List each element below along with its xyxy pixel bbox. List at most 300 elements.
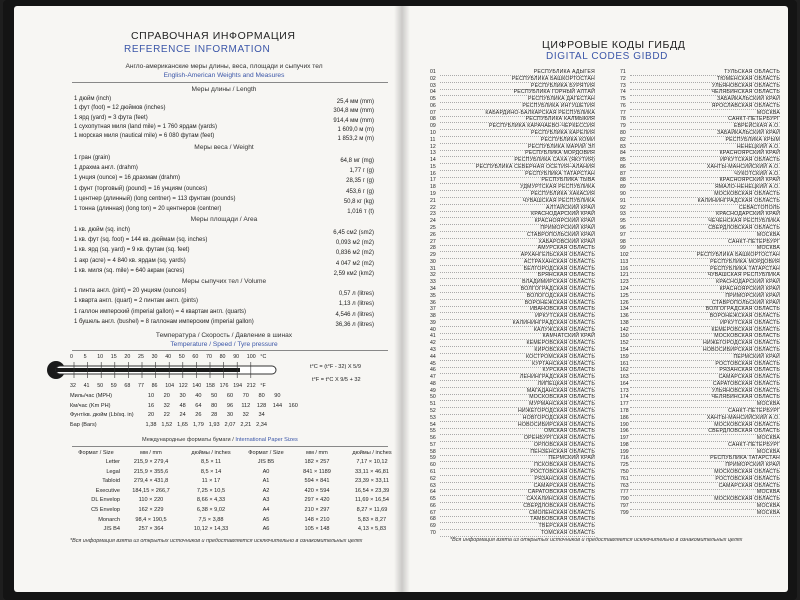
- speed-row-value: 1,93: [208, 421, 220, 428]
- measure-value: 4 047 м2 (m2): [335, 260, 374, 267]
- paper-cell: A5: [262, 516, 270, 523]
- celsius-tick: 5: [83, 354, 87, 360]
- region-code: 123: [620, 279, 629, 286]
- paper-header: дюймы / inches: [191, 450, 231, 456]
- codes-subtitle: DIGITAL CODES GIBDD: [546, 51, 668, 62]
- speed-row-value: 10: [147, 393, 155, 399]
- paper-cell: 297 × 420: [304, 497, 330, 504]
- volume-title: Меры сыпучих тел / Volume: [181, 278, 267, 285]
- region-code: 58: [430, 448, 436, 455]
- region-code: 82: [620, 136, 626, 143]
- region-code: 51: [430, 401, 436, 408]
- region-name: АМУРСКАЯ ОБЛАСТЬ: [537, 245, 595, 252]
- region-code: 72: [620, 75, 626, 82]
- region-code: 63: [430, 482, 436, 489]
- region-name: АСТРАХАНСКАЯ ОБЛАСТЬ: [523, 258, 595, 265]
- speed-row-value: 70: [242, 393, 249, 399]
- region-code: 21: [430, 197, 436, 204]
- region-name: РЕСПУБЛИКА МОРДОВИЯ: [525, 150, 595, 157]
- region-name: МОСКВА: [756, 245, 780, 252]
- region-code: 42: [430, 340, 436, 347]
- measure-value: 36,36 л (litres): [335, 321, 374, 328]
- measure-value: 4,546 л (litres): [335, 311, 374, 318]
- paper-heading: Международные форматы бумаги / International Paper Sizes: [142, 437, 298, 443]
- measure-label: 1 галлон имперский (imperial gallon) = 4 квартам англ. (quarts): [74, 308, 247, 315]
- region-code: 69: [430, 523, 436, 530]
- speed-row-value: 112: [241, 402, 251, 409]
- region-code: 125: [620, 292, 629, 299]
- measure-value: 25,4 мм (mm): [336, 99, 374, 105]
- region-name: ОРЕНБУРГСКАЯ ОБЛАСТЬ: [523, 435, 595, 442]
- paper-cell: 8,66 × 4,33: [196, 497, 226, 504]
- region-name: БРЯНСКАЯ ОБЛАСТЬ: [537, 272, 595, 279]
- region-code: 102: [620, 252, 629, 259]
- region-name: НОВОСИБИРСКАЯ ОБЛАСТЬ: [517, 421, 595, 428]
- region-name: КАЛУЖСКАЯ ОБЛАСТЬ: [533, 326, 595, 333]
- region-name: ИРКУТСКАЯ ОБЛАСТЬ: [720, 319, 780, 326]
- region-name: РЕСПУБЛИКА МОРДОВИЯ: [710, 258, 780, 265]
- region-code: 80: [620, 130, 626, 137]
- region-code: 74: [620, 89, 626, 96]
- region-name: МОСКВА: [756, 401, 780, 408]
- region-code: 49: [430, 387, 436, 394]
- divider: [72, 350, 388, 351]
- speed-row-value: 28: [211, 412, 218, 418]
- region-name: РЕСПУБЛИКА БАШКОРТОСТАН: [511, 75, 595, 82]
- region-code: 178: [620, 408, 629, 414]
- region-name: РЕСПУБЛИКА КАЛМЫКИЯ: [525, 116, 595, 123]
- paper-cell: Letter: [105, 459, 120, 465]
- region-code: 44: [430, 353, 436, 360]
- speed-row-value: 20: [147, 412, 155, 418]
- region-name: КРАСНОДАРСКИЙ КРАЙ: [716, 279, 780, 286]
- measure-label: 1 драхма англ. (drahm): [74, 165, 138, 172]
- celsius-tick: 50: [178, 354, 185, 360]
- region-name: ПЕРМСКИЙ КРАЙ: [733, 353, 780, 360]
- region-name: ПРИМОРСКИЙ КРАЙ: [725, 292, 780, 299]
- region-code: 174: [620, 394, 629, 401]
- fahrenheit-tick: 176: [219, 383, 229, 389]
- paper-cell: A2: [262, 487, 270, 494]
- region-name: АРХАНГЕЛЬСКАЯ ОБЛАСТЬ: [520, 252, 595, 259]
- region-code: 15: [430, 163, 436, 170]
- measure-label: 1 фут (foot) = 12 дюймов (inches): [74, 105, 166, 112]
- region-name: МОСКОВСКАЯ ОБЛАСТЬ: [714, 421, 780, 428]
- region-code: 797: [620, 502, 629, 509]
- region-name: РЕСПУБЛИКА БУРЯТИЯ: [530, 82, 595, 89]
- region-name: КАЛИНИНГРАДСКАЯ ОБЛАСТЬ: [697, 197, 780, 204]
- region-name: МОСКОВСКАЯ ОБЛАСТЬ: [714, 496, 780, 503]
- region-name: МОСКВА: [756, 489, 780, 496]
- region-code: 04: [430, 89, 436, 96]
- speed-row-value: 2,21: [240, 421, 252, 428]
- region-name: ЧЕЧЕНСКАЯ РЕСПУБЛИКА: [708, 218, 780, 225]
- measure-value: 0,093 м2 (m2): [335, 240, 374, 247]
- region-code: 89: [620, 184, 626, 191]
- region-name: СВЕРДЛОВСКАЯ ОБЛАСТЬ: [523, 502, 595, 509]
- fahrenheit-tick: 77: [138, 383, 144, 389]
- region-code: 08: [430, 116, 436, 123]
- region-code: 03: [430, 82, 436, 89]
- speed-row-value: 26: [195, 412, 202, 418]
- region-code: 196: [620, 428, 629, 435]
- region-code: 91: [620, 197, 626, 204]
- region-name: РЕСПУБЛИКА БАШКОРТОСТАН: [696, 252, 780, 259]
- region-code: 14: [430, 157, 436, 164]
- region-name: САНКТ-ПЕТЕРБУРГ: [728, 238, 780, 245]
- celsius-tick: 90: [233, 354, 240, 360]
- weights-heading: Англо-американские меры длины, веса, площади и сыпучих тел: [125, 63, 323, 70]
- paper-cell: 184,15 × 266,7: [132, 487, 170, 494]
- region-code: 173: [620, 387, 629, 394]
- region-name: УДМУРТСКАЯ РЕСПУБЛИКА: [520, 184, 595, 191]
- paper-cell: JIS B5: [257, 459, 275, 465]
- region-name: КЕМЕРОВСКАЯ ОБЛАСТЬ: [526, 340, 595, 347]
- region-name: ВОРОНЕЖСКАЯ ОБЛАСТЬ: [524, 299, 595, 306]
- measure-value: 914,4 мм (mm): [333, 117, 374, 124]
- region-code: 76: [620, 102, 626, 109]
- region-name: КРАСНОДАРСКИЙ КРАЙ: [531, 211, 595, 218]
- region-name: НОВОСИБИРСКАЯ ОБЛАСТЬ: [702, 346, 780, 353]
- speed-row-value: 2,07: [224, 421, 236, 428]
- region-code: 124: [620, 285, 629, 292]
- region-name: САХАЛИНСКАЯ ОБЛАСТЬ: [526, 496, 595, 503]
- fahrenheit-tick: 212: [246, 383, 256, 389]
- celsius-tick: 15: [110, 354, 117, 360]
- region-name: КАЛИНИНГРАДСКАЯ ОБЛАСТЬ: [512, 319, 595, 326]
- measure-value: 1 853,2 м (m): [337, 136, 374, 143]
- paper-cell: 162 × 229: [138, 507, 164, 513]
- region-name: СВЕРДЛОВСКАЯ ОБЛАСТЬ: [708, 224, 780, 231]
- region-code: 87: [620, 170, 626, 177]
- region-name: МОСКОВСКАЯ ОБЛАСТЬ: [714, 333, 780, 340]
- speed-row-value: 16: [147, 402, 155, 409]
- paper-cell: 257 × 364: [138, 526, 164, 533]
- paper-cell: 8,5 × 14: [200, 468, 222, 475]
- divider: [72, 82, 388, 83]
- measure-value: 6,45 см2 (sm2): [333, 230, 374, 236]
- speed-row-value: 1,52: [161, 421, 173, 428]
- region-code: 50: [430, 394, 436, 401]
- region-code: 199: [620, 448, 629, 455]
- region-code: 134: [620, 306, 629, 313]
- region-name: ХАБАРОВСКИЙ КРАЙ: [538, 238, 595, 245]
- measure-label: 1 дюйм (inch): [74, 96, 112, 102]
- region-code: 60: [430, 462, 436, 469]
- measure-label: 1 фунт (торговый) (pound) = 16 унциям (ounces): [74, 185, 208, 192]
- region-name: НОВГОРОДСКАЯ ОБЛАСТЬ: [522, 414, 595, 421]
- fahrenheit-tick: 68: [124, 383, 131, 389]
- speed-row-value: 128: [256, 402, 267, 409]
- region-code: 13: [430, 150, 436, 157]
- region-name: РЕСПУБЛИКА ТАТАРСТАН: [525, 170, 595, 177]
- region-code: 152: [620, 340, 629, 347]
- speed-row-value: 22: [163, 412, 170, 418]
- region-code: 64: [430, 489, 436, 496]
- region-code: 750: [620, 469, 629, 476]
- region-code: 97: [620, 231, 626, 238]
- region-code: 164: [620, 380, 629, 387]
- fahrenheit-tick: 104: [165, 383, 175, 389]
- region-code: 78: [620, 116, 626, 123]
- region-code: 162: [620, 367, 629, 374]
- paper-cell: Legal: [106, 468, 120, 475]
- region-code: 41: [430, 333, 436, 340]
- region-code: 29: [430, 252, 436, 259]
- region-name: АЛТАЙСКИЙ КРАЙ: [546, 204, 595, 211]
- region-name: РОСТОВСКАЯ ОБЛАСТЬ: [530, 469, 595, 476]
- measure-label: 1 морская миля (nautical mile) = 6 080 футам (feet): [74, 133, 215, 140]
- region-name: ТЮМЕНСКАЯ ОБЛАСТЬ: [716, 75, 780, 82]
- region-code: 177: [620, 401, 629, 408]
- region-name: БЕЛГОРОДСКАЯ ОБЛАСТЬ: [523, 265, 595, 272]
- region-code: 11: [430, 136, 436, 143]
- region-name: РЯЗАНСКАЯ ОБЛАСТЬ: [534, 475, 595, 482]
- paper-header: Формат / Size: [78, 450, 114, 456]
- region-name: ЯМАЛО-НЕНЕЦКИЙ А.О.: [714, 184, 780, 191]
- region-code: 136: [620, 313, 629, 320]
- paper-cell: Monarch: [98, 516, 120, 523]
- measure-value: 1 609,0 м (m): [337, 126, 374, 133]
- region-code: 59: [430, 455, 436, 462]
- speed-row-value: 24: [179, 412, 186, 418]
- measure-label: 1 кв. миля (sq. mile) = 640 акрам (acres): [74, 267, 185, 274]
- region-code: 31: [430, 265, 436, 272]
- measure-label: 1 акр (acre) = 4 840 кв. ярдам (sq. yards): [74, 257, 186, 264]
- region-name: ЗАБАЙКАЛЬСКИЙ КРАЙ: [717, 130, 780, 137]
- divider: [72, 446, 388, 447]
- region-name: ПСКОВСКАЯ ОБЛАСТЬ: [534, 462, 595, 469]
- region-code: 10: [430, 130, 436, 137]
- measure-value: 50,8 кг (kg): [343, 198, 374, 205]
- region-code: 17: [430, 177, 436, 184]
- region-code: 96: [620, 224, 626, 231]
- region-code: 154: [620, 346, 629, 353]
- region-name: КРАСНОЯРСКИЙ КРАЙ: [534, 218, 595, 225]
- region-code: 55: [430, 428, 436, 435]
- paper-cell: 10,12 × 14,33: [193, 526, 229, 533]
- measure-value: 1,77 г (g): [349, 168, 374, 175]
- region-code: 47: [430, 374, 436, 381]
- footnote: *Вся информация взята из открытых источников и предоставляется исключительно в ознакомительных целях: [450, 537, 743, 543]
- measure-label: 1 кв. ярд (sq. yard) = 9 кв. футам (sq. feet): [74, 247, 190, 254]
- fahrenheit-tick: 122: [178, 383, 188, 389]
- speed-row-value: 34: [258, 412, 265, 418]
- celsius-tick: 100: [246, 354, 256, 360]
- paper-cell: A0: [262, 468, 270, 475]
- region-code: 30: [430, 258, 436, 265]
- region-code: 28: [430, 245, 436, 252]
- fahrenheit-tick: 158: [206, 383, 215, 389]
- region-name: САМАРСКАЯ ОБЛАСТЬ: [718, 374, 780, 381]
- paper-header: мм / mm: [306, 450, 328, 456]
- formula-fahrenheit: t°F = t°C X 9/5 + 32: [312, 377, 361, 383]
- region-name: ЛЕНИНГРАДСКАЯ ОБЛАСТЬ: [519, 374, 595, 381]
- measure-value: 2,59 км2 (km2): [333, 270, 374, 277]
- region-code: 142: [620, 326, 629, 333]
- region-name: ИВАНОВСКАЯ ОБЛАСТЬ: [530, 306, 595, 313]
- measure-label: 1 центнер (длинный) (long centner) = 113 фунтам (pounds): [74, 195, 236, 202]
- speed-row-value: 64: [195, 402, 202, 409]
- region-code: 52: [430, 408, 436, 414]
- measure-label: 1 гран (grain): [74, 155, 111, 161]
- region-name: ЧУВАШСКАЯ РЕСПУБЛИКА: [707, 272, 780, 279]
- paper-cell: 210 × 297: [304, 507, 330, 513]
- region-code: 84: [620, 150, 626, 157]
- region-name: МОСКВА: [756, 231, 780, 238]
- area-title: Меры площади / Area: [190, 216, 258, 223]
- region-code: 26: [430, 231, 436, 238]
- region-name: МОСКВА: [756, 109, 780, 116]
- region-name: ВЛАДИМИРСКАЯ ОБЛАСТЬ: [522, 279, 595, 286]
- paper-cell: 23,39 × 33,11: [355, 478, 389, 485]
- region-code: 68: [430, 516, 436, 523]
- weight-title: Меры веса / Weight: [194, 144, 254, 151]
- region-code: 61: [430, 469, 436, 476]
- region-name: МОСКОВСКАЯ ОБЛАСТЬ: [529, 394, 595, 401]
- paper-cell: 105 × 148: [304, 526, 330, 533]
- region-name: КЕМЕРОВСКАЯ ОБЛАСТЬ: [711, 326, 780, 333]
- region-code: 90: [620, 191, 626, 198]
- region-code: 725: [620, 462, 629, 469]
- speed-row-value: 1,79: [192, 421, 204, 428]
- region-name: ЗАБАЙКАЛЬСКИЙ КРАЙ: [717, 96, 780, 103]
- region-code: 07: [430, 109, 436, 116]
- region-code: 86: [620, 163, 626, 170]
- region-code: 116: [620, 265, 629, 272]
- paper-cell: 279,4 × 431,8: [133, 478, 169, 485]
- region-code: 92: [620, 204, 626, 211]
- paper-cell: 98,4 × 190,5: [135, 516, 167, 523]
- region-code: 763: [620, 482, 629, 489]
- speed-row-value: 160: [288, 402, 298, 409]
- region-name: САМАРСКАЯ ОБЛАСТЬ: [533, 482, 595, 489]
- measure-label: 1 кв. дюйм (sq. inch): [74, 227, 130, 233]
- celsius-tick: 70: [206, 354, 212, 360]
- region-name: ИРКУТСКАЯ ОБЛАСТЬ: [720, 157, 780, 164]
- region-name: САРАТОВСКАЯ ОБЛАСТЬ: [527, 489, 595, 496]
- region-code: 24: [430, 218, 436, 225]
- region-code: 43: [430, 346, 436, 353]
- page-gutter: [394, 6, 410, 592]
- region-code: 99: [620, 245, 626, 252]
- region-name: РЕСПУБЛИКА КРЫМ: [725, 136, 780, 143]
- temp-heading-en: Temperature / Speed / Tyre pressure: [170, 341, 278, 348]
- region-name: РЕСПУБЛИКА ХАКАСИЯ: [530, 191, 595, 198]
- measure-value: 1,13 л (litres): [338, 301, 374, 308]
- paper-cell: JIS B4: [103, 526, 120, 533]
- region-code: 198: [620, 441, 629, 448]
- paper-cell: 11,69 × 16,54: [355, 497, 389, 504]
- region-name: КРАСНОЯРСКИЙ КРАЙ: [719, 150, 780, 157]
- paper-cell: 7,17 × 10,12: [356, 459, 388, 465]
- region-name: УЛЬЯНОВСКАЯ ОБЛАСТЬ: [711, 387, 780, 394]
- region-code: 159: [620, 353, 629, 360]
- region-name: РЕСПУБЛИКА КАРАЧАЕВО-ЧЕРКЕССИЯ: [488, 123, 595, 130]
- region-name: ТАМБОВСКАЯ ОБЛАСТЬ: [530, 516, 595, 523]
- region-code: 35: [430, 292, 436, 299]
- region-name: ТОМСКАЯ ОБЛАСТЬ: [540, 530, 595, 537]
- paper-cell: 182 × 257: [304, 459, 330, 465]
- region-code: 22: [430, 204, 436, 211]
- region-name: ПЕНЗЕНСКАЯ ОБЛАСТЬ: [530, 448, 595, 455]
- region-name: РЕСПУБЛИКА МАРИЙ ЭЛ: [527, 143, 595, 150]
- paper-cell: 7,25 × 10,5: [196, 487, 226, 494]
- region-name: РЕСПУБЛИКА САХА (ЯКУТИЯ): [514, 157, 595, 164]
- region-name: РОСТОВСКАЯ ОБЛАСТЬ: [715, 360, 780, 367]
- region-name: ВОЛОГОДСКАЯ ОБЛАСТЬ: [526, 292, 595, 299]
- region-name: СТАВРОПОЛЬСКИЙ КРАЙ: [526, 231, 595, 238]
- region-code: 40: [430, 326, 436, 333]
- paper-cell: 5,83 × 8,27: [357, 516, 387, 523]
- paper-cell: 7,5 × 3,88: [198, 516, 224, 523]
- paper-cell: Executive: [95, 487, 120, 494]
- region-code: 65: [430, 496, 436, 503]
- region-name: КОСТРОМСКАЯ ОБЛАСТЬ: [526, 353, 595, 360]
- region-code: 66: [430, 502, 436, 509]
- speed-row-value: 30: [179, 393, 186, 399]
- weights-heading-en: English-American Weights and Measures: [163, 72, 285, 79]
- speed-row-value: 90: [274, 393, 281, 399]
- speed-row-value: 30: [226, 412, 234, 418]
- region-code: 98: [620, 238, 626, 245]
- speed-row-value: 32: [242, 412, 249, 418]
- page-subtitle: REFERENCE INFORMATION: [124, 44, 271, 55]
- region-code: 39: [430, 319, 436, 326]
- region-code: 48: [430, 380, 436, 387]
- region-code: 45: [430, 360, 436, 367]
- paper-cell: A6: [262, 526, 270, 533]
- measure-value: 1,016 т (t): [347, 209, 374, 215]
- region-name: МОСКВА: [756, 502, 780, 509]
- region-code: 37: [430, 306, 436, 313]
- region-code: 53: [430, 414, 436, 421]
- formula-celsius: t°C = (t°F - 32) X 5/9: [310, 364, 361, 370]
- region-name: ТУЛЬСКАЯ ОБЛАСТЬ: [724, 69, 780, 75]
- region-name: РЕСПУБЛИКА ТАТАРСТАН: [710, 455, 780, 462]
- fahrenheit-tick: 86: [151, 383, 158, 389]
- measure-value: 64,8 мг (mg): [340, 158, 374, 164]
- region-name: ВОЛГОГРАДСКАЯ ОБЛАСТЬ: [520, 285, 595, 292]
- region-name: РЯЗАНСКАЯ ОБЛАСТЬ: [719, 367, 780, 374]
- region-code: 163: [620, 374, 629, 381]
- region-code: 16: [430, 170, 436, 177]
- region-name: РЕСПУБЛИКА ГОРНЫЙ АЛТАЙ: [513, 89, 595, 96]
- region-code: 121: [620, 272, 629, 279]
- right-page: [402, 6, 788, 592]
- paper-cell: Tabloid: [102, 478, 120, 485]
- measure-value: 28,35 г (g): [346, 178, 374, 185]
- region-code: 02: [430, 75, 436, 82]
- region-code: 12: [430, 143, 436, 150]
- region-name: САРАТОВСКАЯ ОБЛАСТЬ: [712, 380, 780, 387]
- region-name: МУРМАНСКАЯ ОБЛАСТЬ: [529, 401, 595, 408]
- left-page: [14, 6, 402, 592]
- region-name: МОСКВА: [756, 448, 780, 455]
- region-name: КУРСКАЯ ОБЛАСТЬ: [542, 367, 595, 374]
- region-code: 67: [430, 509, 436, 516]
- region-code: 05: [430, 96, 436, 103]
- fahrenheit-tick: 50: [97, 383, 104, 389]
- region-name: НИЖЕГОРОДСКАЯ ОБЛАСТЬ: [517, 408, 595, 414]
- region-name: МОСКВА: [756, 435, 780, 442]
- celsius-tick: 20: [124, 354, 131, 360]
- region-code: 716: [620, 455, 629, 462]
- region-code: 79: [620, 123, 626, 130]
- page-title: СПРАВОЧНАЯ ИНФОРМАЦИЯ: [131, 30, 296, 42]
- region-name: САНКТ-ПЕТЕРБУРГ: [728, 408, 780, 414]
- paper-cell: 148 × 210: [304, 516, 330, 523]
